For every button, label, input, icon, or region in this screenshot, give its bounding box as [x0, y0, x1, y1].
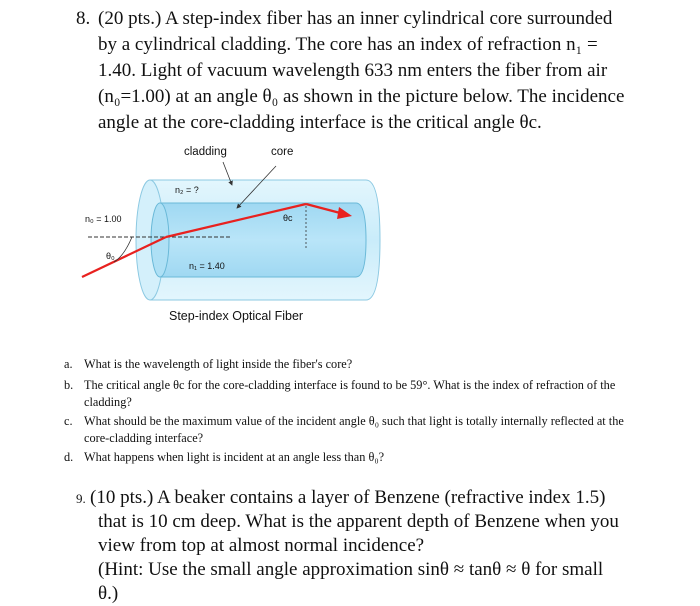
question-9-line: θ.): [98, 583, 119, 604]
question-8-line: by a cylindrical cladding. The core has an index of refraction n₁ =: [98, 34, 598, 55]
figure-caption: Step-index Optical Fiber: [169, 309, 304, 323]
question-9-line: that is 10 cm deep. What is the apparent depth of Benzene when you: [98, 511, 619, 532]
question-8-line: (20 pts.) A step-index fiber has an inner cylindrical core surrounded: [98, 8, 613, 29]
cladding-label: cladding: [184, 146, 227, 158]
question-8-line: (n₀=1.00) at an angle θ₀ as shown in the picture below. The incidence: [98, 86, 625, 107]
subquestion-letter: d.: [64, 450, 74, 464]
fiber-diagram: [80, 140, 400, 335]
question-9-line: (10 pts.) A beaker contains a layer of Benzene (refractive index 1.5): [90, 487, 606, 508]
question-9-line: view from top at almost normal incidence?: [98, 535, 425, 556]
question-8-line: 1.40. Light of vacuum wavelength 633 nm enters the fiber from air: [98, 60, 608, 81]
n2-label: n₂ = ?: [175, 185, 199, 195]
subquestion-letter: a.: [64, 357, 73, 371]
subquestion-text: What should be the maximum value of the incident angle θ₀ such that light is totally internally reflected at the core-cladding interface?: [84, 414, 624, 445]
question-8-number: 8.: [76, 8, 91, 29]
thetac-label: θc: [283, 213, 293, 223]
question-8-line: angle at the core-cladding interface is the critical angle θc.: [98, 112, 542, 133]
subquestion-text: What happens when light is incident at an angle less than θ₀?: [84, 450, 385, 464]
question-9-number: 9.: [76, 491, 86, 506]
subquestion-letter: b.: [64, 378, 74, 392]
fiber-figure: [80, 140, 400, 335]
core-label: core: [271, 146, 294, 158]
subquestion-text: What is the wavelength of light inside the fiber's core?: [84, 357, 353, 371]
n1-label: n₁ = 1.40: [189, 261, 225, 271]
subquestion-text: The critical angle θc for the core-cladding interface is found to be 59°. What is the index of refraction of the cladding?: [84, 378, 616, 409]
subquestion-letter: c.: [64, 414, 73, 428]
n0-label: n₀ = 1.00: [85, 214, 122, 224]
question-9-line: (Hint: Use the small angle approximation sinθ ≈ tanθ ≈ θ for small: [98, 559, 604, 580]
theta0-label: θ₀: [106, 251, 115, 261]
